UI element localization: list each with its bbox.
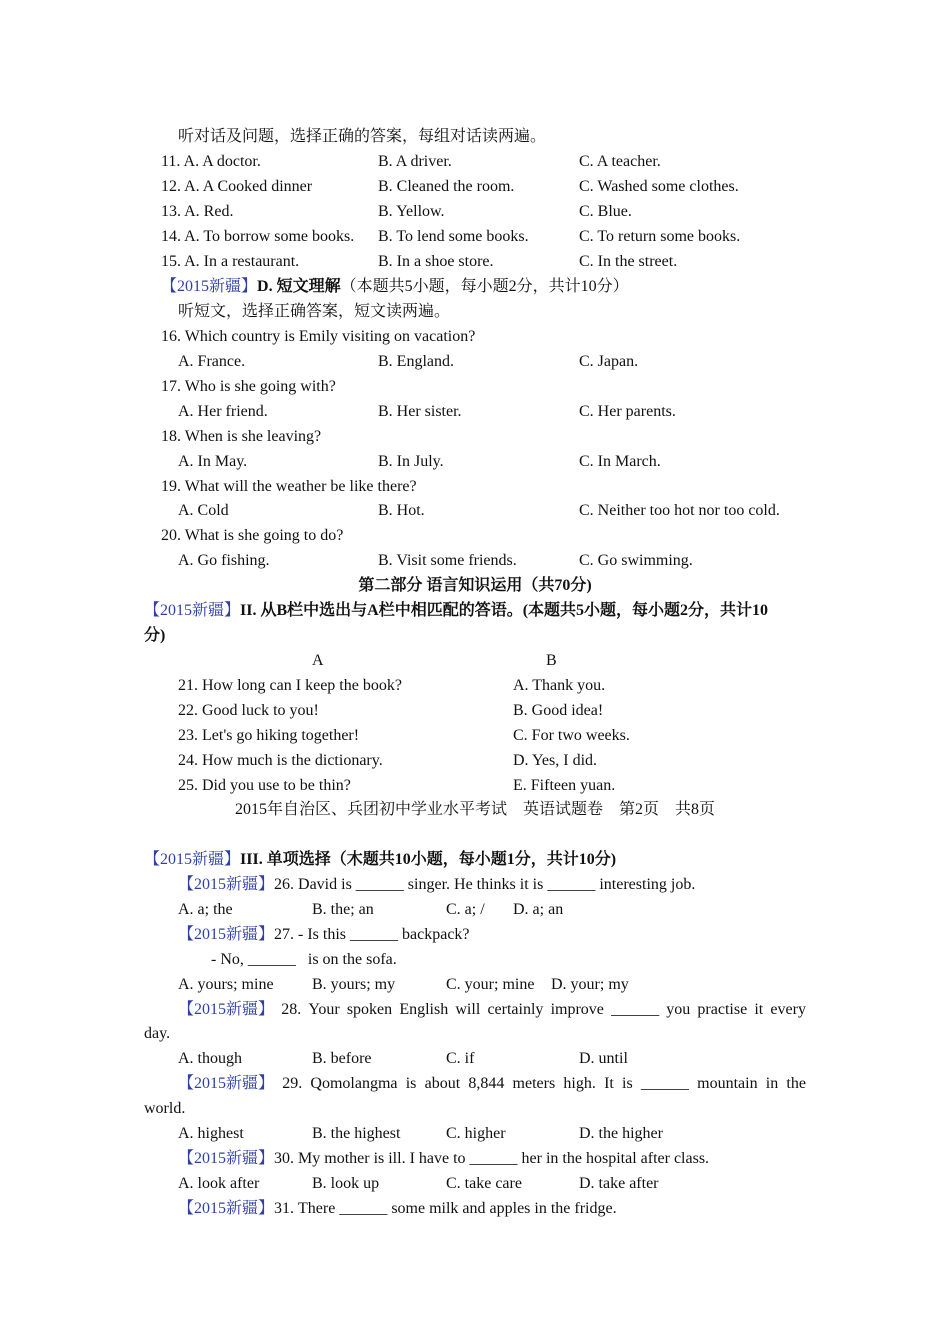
q29-word: It <box>604 1075 614 1092</box>
q28-stem <box>178 1000 806 1020</box>
q28-stem-cont: day. <box>144 1025 171 1042</box>
source-tag: 【2015新疆】 <box>144 602 241 619</box>
q28-blank: ______ <box>611 1001 660 1018</box>
q30-text: 30. My mother is ill. I have to ______ her in the hospital after class. <box>274 1150 710 1167</box>
q11-a: 11. A. A doctor. <box>161 153 261 170</box>
q26-c: C. a; / <box>446 901 485 918</box>
q19-c: C. Neither too hot nor too cold. <box>579 502 780 519</box>
q30-b: B. look up <box>312 1175 380 1192</box>
q18-c: C. In March. <box>579 453 661 470</box>
q16-b: B. England. <box>378 353 454 370</box>
q20-a: A. Go fishing. <box>178 552 270 569</box>
q28-word: certainly <box>487 1001 544 1018</box>
q28-word: practise <box>697 1001 748 1018</box>
q20-b: B. Visit some friends. <box>378 552 517 569</box>
section-d-heading <box>161 277 629 297</box>
q23: 23. Let's go hiking together! <box>178 727 360 744</box>
q29-blank: ______ <box>640 1075 689 1092</box>
q29-word: is <box>622 1075 633 1092</box>
section-d-instruction: 听短文，选择正确答案，短文读两遍。 <box>178 303 451 320</box>
q31-text: 31. There ______ some milk and apples in the fridge. <box>274 1200 617 1217</box>
q15-b: B. In a shoe store. <box>378 253 494 270</box>
q30-c: C. take care <box>446 1175 522 1192</box>
column-b-header: B <box>546 652 557 669</box>
source-tag: 【2015新疆】 <box>178 926 275 943</box>
q18-b: B. In July. <box>378 453 444 470</box>
q26-text: 26. David is ______ singer. He thinks it is ______ interesting job. <box>274 876 696 893</box>
q15-a: 15. A. In a restaurant. <box>161 253 300 270</box>
q17-a: A. Her friend. <box>178 403 268 420</box>
option-a: A. Thank you. <box>513 677 606 694</box>
q29-b: B. the highest <box>312 1125 401 1142</box>
q26-b: B. the; an <box>312 901 374 918</box>
part2-title: 第二部分 语言知识运用（共70分) <box>358 577 592 594</box>
q20-stem: 20. What is she going to do? <box>161 527 344 544</box>
q29-word: about <box>424 1075 461 1092</box>
source-tag: 【2015新疆】 <box>178 876 275 893</box>
q28-word: English <box>399 1001 449 1018</box>
q18-stem: 18. When is she leaving? <box>161 428 322 445</box>
section-c-instruction: 听对话及问题，选择正确的答案，每组对话读两遍。 <box>178 128 547 145</box>
q28-word: Your <box>308 1001 340 1018</box>
q11-b: B. A driver. <box>378 153 452 170</box>
q21: 21. How long can I keep the book? <box>178 677 402 694</box>
q19-stem: 19. What will the weather be like there? <box>161 478 417 495</box>
q27-stem <box>178 925 470 945</box>
q29-word: meters <box>512 1075 556 1092</box>
q29-d: D. the higher <box>579 1125 663 1142</box>
source-tag: 【2015新疆】 <box>178 1200 275 1217</box>
q29-word: 29. <box>282 1075 303 1092</box>
q28-b: B. before <box>312 1050 372 1067</box>
q29-a: A. highest <box>178 1125 244 1142</box>
q19-a: A. Cold <box>178 502 229 519</box>
source-tag: 【2015新疆】 <box>178 1150 275 1167</box>
q29-word: 8,844 <box>468 1075 505 1092</box>
q13-a: 13. A. Red. <box>161 203 234 220</box>
q27-c: C. your; mine <box>446 976 535 993</box>
q28-word: improve <box>550 1001 604 1018</box>
q12-c: C. Washed some clothes. <box>579 178 739 195</box>
q12-a: 12. A. A Cooked dinner <box>161 178 313 195</box>
q29-word: mountain <box>697 1075 758 1092</box>
option-b: B. Good idea! <box>513 702 604 719</box>
q27-b: B. yours; my <box>312 976 396 993</box>
q15-c: C. In the street. <box>579 253 678 270</box>
q29-stem-cont: world. <box>144 1100 186 1117</box>
source-tag: 【2015新疆】 <box>144 851 241 868</box>
q28-d: D. until <box>579 1050 628 1067</box>
q28-word: will <box>455 1001 481 1018</box>
q17-b: B. Her sister. <box>378 403 462 420</box>
q28-word: 28. <box>281 1001 302 1018</box>
q27-d: D. your; my <box>551 976 629 993</box>
q18-a: A. In May. <box>178 453 248 470</box>
option-e: E. Fifteen yuan. <box>513 777 616 794</box>
q14-a: 14. A. To borrow some books. <box>161 228 355 245</box>
q16-stem: 16. Which country is Emily visiting on vacation? <box>161 328 476 345</box>
q24: 24. How much is the dictionary. <box>178 752 383 769</box>
q29-stem <box>178 1074 806 1094</box>
section-iii-heading <box>144 850 616 870</box>
q30-stem <box>178 1149 709 1169</box>
section-d-title: D. 短文理解 <box>257 278 341 295</box>
q29-word: is <box>405 1075 417 1092</box>
source-tag: 【2015新疆】 <box>178 1001 275 1018</box>
q26-stem <box>178 875 695 895</box>
q27-text: 27. - Is this ______ backpack? <box>274 926 470 943</box>
q20-c: C. Go swimming. <box>579 552 693 569</box>
q14-b: B. To lend some books. <box>378 228 529 245</box>
q29-word: in <box>765 1075 779 1092</box>
q27-a: A. yours; mine <box>178 976 274 993</box>
q28-word: it <box>754 1001 764 1018</box>
q29-word: Qomolangma <box>310 1075 398 1092</box>
q28-c: C. if <box>446 1050 475 1067</box>
q28-word: you <box>666 1001 691 1018</box>
q11-c: C. A teacher. <box>579 153 661 170</box>
q26-a: A. a; the <box>178 901 233 918</box>
q30-d: D. take after <box>579 1175 659 1192</box>
q28-word: every <box>770 1001 806 1018</box>
page-footer: 2015年自治区、兵团初中学业水平考试 英语试题卷 第2页 共8页 <box>234 801 715 818</box>
q17-c: C. Her parents. <box>579 403 676 420</box>
source-tag: 【2015新疆】 <box>178 1075 275 1092</box>
q29-c: C. higher <box>446 1125 506 1142</box>
q26-d: D. a; an <box>513 901 564 918</box>
section-ii-title: II. 从B栏中选出与A栏中相匹配的答语。(本题共5小题，每小题2分，共计10 <box>240 602 769 619</box>
q30-a: A. look after <box>178 1175 260 1192</box>
option-d: D. Yes, I did. <box>513 752 598 769</box>
q19-b: B. Hot. <box>378 502 425 519</box>
q13-b: B. Yellow. <box>378 203 445 220</box>
section-iii-title: III. 单项选择（木题共10小题，每小题1分，共计10分) <box>240 851 617 868</box>
q14-c: C. To return some books. <box>579 228 741 245</box>
q28-a: A. though <box>178 1050 242 1067</box>
q16-a: A. France. <box>178 353 246 370</box>
q27-stem-line2: - No, ______ is on the sofa. <box>211 951 397 968</box>
q16-c: C. Japan. <box>579 353 639 370</box>
q28-word: spoken <box>346 1001 393 1018</box>
source-tag: 【2015新疆】 <box>161 278 258 295</box>
q13-c: C. Blue. <box>579 203 632 220</box>
section-d-note: （本题共5小题，每小题2分，共计10分） <box>340 278 629 295</box>
q12-b: B. Cleaned the room. <box>378 178 515 195</box>
column-a-header: A <box>312 652 324 669</box>
q29-word: the <box>786 1075 806 1092</box>
section-ii-title-cont: 分) <box>144 627 166 644</box>
q29-word: high. <box>563 1075 596 1092</box>
q22: 22. Good luck to you! <box>178 702 319 719</box>
option-c: C. For two weeks. <box>513 727 630 744</box>
section-ii-heading <box>144 601 768 621</box>
q17-stem: 17. Who is she going with? <box>161 378 336 395</box>
q25: 25. Did you use to be thin? <box>178 777 351 794</box>
q31-stem <box>178 1199 617 1219</box>
